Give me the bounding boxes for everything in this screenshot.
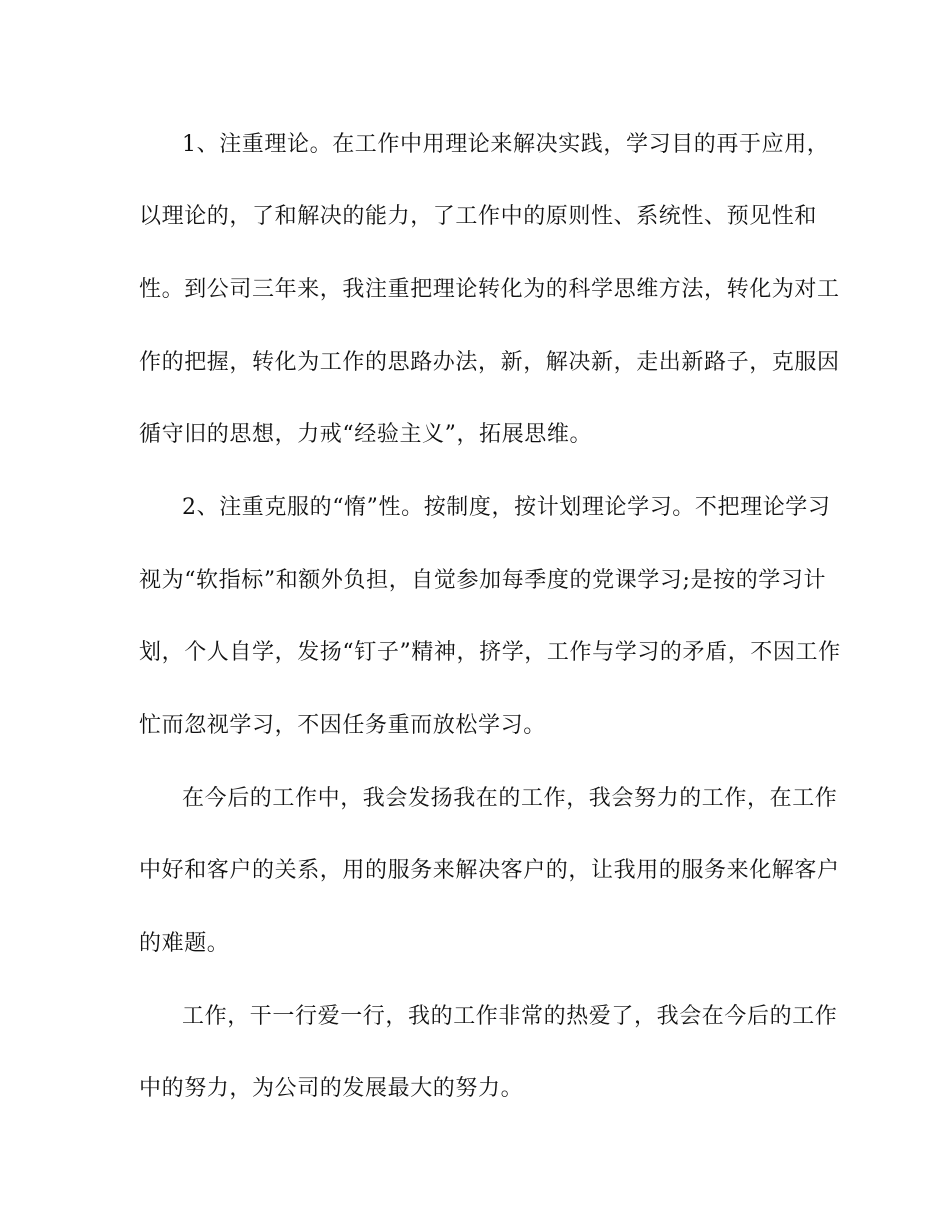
paragraph-4-line-2: 中的努力，为公司的发展最大的努力。 [139,1076,524,1101]
paragraph-1-line-2: 以理论的，了和解决的能力，了工作中的原则性、系统性、预见性和 [139,204,818,229]
paragraph-4-line-1: 工作，干一行爱一行，我的工作非常的热爱了，我会在今后的工作 [182,1004,838,1029]
paragraph-3-line-3: 的难题。 [139,931,230,956]
paragraph-3-line-1: 在今后的工作中，我会发扬我在的工作，我会努力的工作，在工作 [182,786,838,811]
paragraph-3-line-2: 中好和客户的关系，用的服务来解决客户的，让我用的服务来化解客户 [139,858,840,883]
paragraph-2-line-3: 划，个人自学，发扬“钉子”精神，挤学，工作与学习的矛盾，不因工作 [139,640,841,665]
paragraph-1-line-5: 循守旧的思想，力戒“经验主义”，拓展思维。 [139,422,593,447]
paragraph-2-line-4: 忙而忽视学习，不因任务重而放松学习。 [139,713,546,738]
paragraph-2-line-2: 视为“软指标”和额外负担，自觉参加每季度的党课学习;是按的学习计 [139,568,827,593]
paragraph-1-line-3: 性。到公司三年来，我注重把理论转化为的科学思维方法，转化为对工 [139,277,840,302]
paragraph-2-line-1: 2、注重克服的“惰”性。按制度，按计划理论学习。不把理论学习 [182,495,831,520]
paragraph-1-line-1: 1、注重理论。在工作中用理论来解决实践，学习目的再于应用， [182,132,830,157]
paragraph-1-line-4: 作的把握，转化为工作的思路办法，新，解决新，走出新路子，克服因 [139,350,840,375]
